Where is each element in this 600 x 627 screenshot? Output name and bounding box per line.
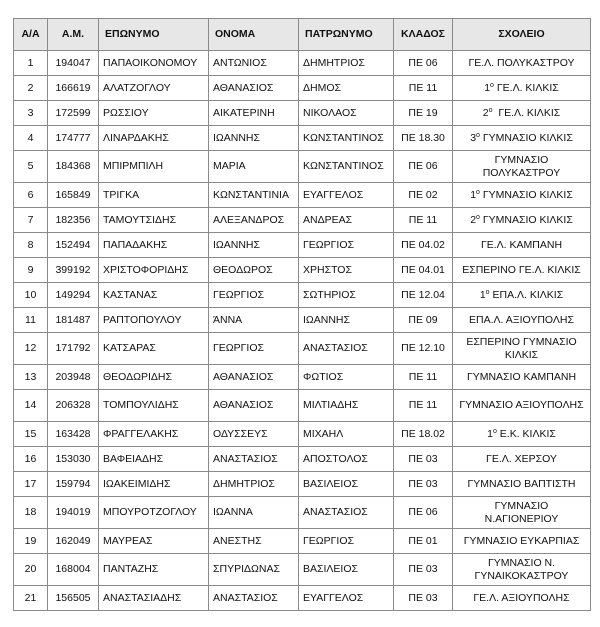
cell-father: ΒΑΣΙΛΕΙΟΣ xyxy=(299,472,394,497)
cell-school xyxy=(453,151,591,183)
school-name: ΕΣΠΕΡΙΝΟ ΓΥΜΝΑΣΙΟ ΚΙΛΚΙΣ xyxy=(466,336,580,361)
school-ordinal: 1 xyxy=(487,427,493,440)
cell-aa: 17 xyxy=(14,472,48,497)
cell-branch: ΠΕ 06 xyxy=(394,51,453,76)
cell-aa: 6 xyxy=(14,183,48,208)
cell-school xyxy=(453,126,591,151)
cell-am: 399192 xyxy=(48,258,99,283)
cell-am: 159794 xyxy=(48,472,99,497)
cell-branch: ΠΕ 06 xyxy=(394,497,453,529)
cell-father: ΜΙΧΑΗΛ xyxy=(299,422,394,447)
cell-branch: ΠΕ 03 xyxy=(394,472,453,497)
cell-name: ΑΘΑΝΑΣΙΟΣ xyxy=(209,365,299,390)
cell-branch: ΠΕ 11 xyxy=(394,390,453,422)
cell-am: 165849 xyxy=(48,183,99,208)
cell-school xyxy=(453,497,591,529)
school-name: ΓΕ.Λ. ΚΙΛΚΙΣ xyxy=(492,106,561,119)
cell-father: ΣΩΤΗΡΙΟΣ xyxy=(299,283,394,308)
cell-father: ΓΕΩΡΓΙΟΣ xyxy=(299,529,394,554)
cell-name: ΑΛΕΞΑΝΔΡΟΣ xyxy=(209,208,299,233)
cell-father: ΚΩΝΣΤΑΝΤΙΝΟΣ xyxy=(299,126,394,151)
cell-aa: 16 xyxy=(14,447,48,472)
school-name: ΓΥΜΝΑΣΙΟ ΚΙΛΚΙΣ xyxy=(479,188,573,201)
cell-aa: 15 xyxy=(14,422,48,447)
cell-school xyxy=(453,76,591,101)
cell-surname: ΤΟΜΠΟΥΛΙΔΗΣ xyxy=(99,390,209,422)
cell-father: ΧΡΗΣΤΟΣ xyxy=(299,258,394,283)
cell-school xyxy=(453,183,591,208)
cell-surname: ΤΡΙΓΚΑ xyxy=(99,183,209,208)
school-name: ΓΥΜΝΑΣΙΟ ΚΙΛΚΙΣ xyxy=(479,213,573,226)
cell-surname: ΦΡΑΓΓΕΛΑΚΗΣ xyxy=(99,422,209,447)
cell-am: 174777 xyxy=(48,126,99,151)
cell-surname: ΑΝΑΣΤΑΣΙΑΔΗΣ xyxy=(99,586,209,611)
cell-aa: 11 xyxy=(14,308,48,333)
cell-school xyxy=(453,233,591,258)
school-name: ΓΕ.Λ. ΧΕΡΣΟΥ xyxy=(486,452,557,465)
cell-am: 182356 xyxy=(48,208,99,233)
cell-branch: ΠΕ 11 xyxy=(394,76,453,101)
cell-aa: 9 xyxy=(14,258,48,283)
school-name: ΓΥΜΝΑΣΙΟ Ν. ΓΥΝΑΙΚΟΚΑΣΤΡΟΥ xyxy=(474,557,569,582)
table-row xyxy=(14,283,591,308)
school-ordinal: 2 xyxy=(470,213,477,226)
cell-father: ΔΗΜΗΤΡΙΟΣ xyxy=(299,51,394,76)
table-row xyxy=(14,497,591,529)
table-row xyxy=(14,586,591,611)
cell-surname: ΚΑΤΣΑΡΑΣ xyxy=(99,333,209,365)
school-ordinal-suffix: ο xyxy=(476,188,480,196)
school-name: ΕΠΑ.Λ. ΚΙΛΚΙΣ xyxy=(489,288,564,301)
cell-am: 149294 xyxy=(48,283,99,308)
cell-school xyxy=(453,283,591,308)
school-ordinal-suffix: ο xyxy=(485,288,490,296)
cell-branch: ΠΕ 03 xyxy=(394,554,453,586)
cell-aa: 19 xyxy=(14,529,48,554)
school-ordinal: 1 xyxy=(484,81,491,94)
cell-am: 163428 xyxy=(48,422,99,447)
cell-am: 194019 xyxy=(48,497,99,529)
school-ordinal: 1 xyxy=(470,188,477,201)
header-aa: Α/Α xyxy=(14,19,48,51)
school-name: ΓΥΜΝΑΣΙΟ ΚΑΜΠΑΝΗ xyxy=(466,370,577,383)
cell-father: ΝΙΚΟΛΑΟΣ xyxy=(299,101,394,126)
cell-surname: ΜΠΙΡΜΠΙΛΗ xyxy=(99,151,209,183)
cell-surname: ΜΠΟΥΡΟΤΖΟΓΛΟΥ xyxy=(99,497,209,529)
cell-father: ΕΥΑΓΓΕΛΟΣ xyxy=(299,183,394,208)
cell-name: ΙΩΑΝΝΑ xyxy=(209,497,299,529)
cell-aa: 13 xyxy=(14,365,48,390)
cell-am: 162049 xyxy=(48,529,99,554)
cell-branch: ΠΕ 18.02 xyxy=(394,422,453,447)
table-header-row xyxy=(14,19,591,51)
cell-am: 206328 xyxy=(48,390,99,422)
cell-father: ΑΠΟΣΤΟΛΟΣ xyxy=(299,447,394,472)
table-row xyxy=(14,76,591,101)
cell-aa: 2 xyxy=(14,76,48,101)
school-name: ΓΥΜΝΑΣΙΟ ΑΞΙΟΥΠΟΛΗΣ xyxy=(459,399,584,412)
school-name: ΓΥΜΝΑΣΙΟ ΚΙΛΚΙΣ xyxy=(479,131,573,144)
cell-branch: ΠΕ 01 xyxy=(394,529,453,554)
cell-father: ΓΕΩΡΓΙΟΣ xyxy=(299,233,394,258)
cell-school xyxy=(453,529,591,554)
table-row xyxy=(14,233,591,258)
cell-name: ΚΩΝΣΤΑΝΤΙΝΙΑ xyxy=(209,183,299,208)
school-name: ΓΥΜΝΑΣΙΟ ΒΑΠΤΙΣΤΗ xyxy=(467,477,576,490)
cell-father: ΦΩΤΙΟΣ xyxy=(299,365,394,390)
cell-father: ΙΩΑΝΝΗΣ xyxy=(299,308,394,333)
school-ordinal-suffix: ο xyxy=(490,81,494,89)
cell-am: 153030 xyxy=(48,447,99,472)
cell-branch: ΠΕ 12.10 xyxy=(394,333,453,365)
cell-name: ΑΙΚΑΤΕΡΙΝΗ xyxy=(209,101,299,126)
header-father: ΠΑΤΡΩΝΥΜΟ xyxy=(299,19,394,51)
cell-aa: 10 xyxy=(14,283,48,308)
table-row xyxy=(14,151,591,183)
cell-aa: 12 xyxy=(14,333,48,365)
school-name: ΓΕ.Λ. ΚΙΛΚΙΣ xyxy=(493,81,559,94)
table-row xyxy=(14,333,591,365)
cell-school xyxy=(453,390,591,422)
table-row xyxy=(14,529,591,554)
cell-school xyxy=(453,472,591,497)
cell-branch: ΠΕ 03 xyxy=(394,586,453,611)
cell-name: ΑΘΑΝΑΣΙΟΣ xyxy=(209,76,299,101)
cell-aa: 18 xyxy=(14,497,48,529)
cell-father: ΜΙΛΤΙΑΔΗΣ xyxy=(299,390,394,422)
school-ordinal-suffix: ο xyxy=(476,131,480,139)
table-row xyxy=(14,101,591,126)
cell-father: ΑΝΑΣΤΑΣΙΟΣ xyxy=(299,333,394,365)
cell-father: ΔΗΜΟΣ xyxy=(299,76,394,101)
cell-am: 171792 xyxy=(48,333,99,365)
cell-aa: 5 xyxy=(14,151,48,183)
cell-am: 152494 xyxy=(48,233,99,258)
table-row xyxy=(14,308,591,333)
school-ordinal: 1 xyxy=(479,288,486,301)
cell-surname: ΚΑΣΤΑΝΑΣ xyxy=(99,283,209,308)
cell-am: 181487 xyxy=(48,308,99,333)
table-row xyxy=(14,447,591,472)
table-row xyxy=(14,365,591,390)
school-name: ΓΕ.Λ. ΑΞΙΟΥΠΟΛΗΣ xyxy=(473,591,570,604)
table-row xyxy=(14,208,591,233)
school-name: ΓΕ.Λ. ΠΟΛΥΚΑΣΤΡΟΥ xyxy=(468,56,575,69)
cell-name: ΘΕΟΔΩΡΟΣ xyxy=(209,258,299,283)
table-row xyxy=(14,554,591,586)
cell-aa: 20 xyxy=(14,554,48,586)
cell-father: ΑΝΑΣΤΑΣΙΟΣ xyxy=(299,497,394,529)
cell-branch: ΠΕ 11 xyxy=(394,365,453,390)
cell-branch: ΠΕ 19 xyxy=(394,101,453,126)
cell-aa: 4 xyxy=(14,126,48,151)
cell-am: 184368 xyxy=(48,151,99,183)
school-ordinal-suffix: ο xyxy=(492,427,497,435)
cell-father: ΑΝΔΡΕΑΣ xyxy=(299,208,394,233)
cell-aa: 3 xyxy=(14,101,48,126)
school-ordinal: 3 xyxy=(470,131,477,144)
cell-surname: ΑΛΑΤΖΟΓΛΟΥ xyxy=(99,76,209,101)
cell-school xyxy=(453,308,591,333)
school-name: ΓΕ.Λ. ΚΑΜΠΑΝΗ xyxy=(480,238,563,251)
school-name: ΕΣΠΕΡΙΝΟ ΓΕ.Λ. ΚΙΛΚΙΣ xyxy=(462,263,581,276)
table-row xyxy=(14,183,591,208)
cell-school xyxy=(453,101,591,126)
school-name: ΓΥΜΝΑΣΙΟ ΠΟΛΥΚΑΣΤΡΟΥ xyxy=(482,154,561,179)
table-row xyxy=(14,126,591,151)
cell-name: ΑΘΑΝΑΣΙΟΣ xyxy=(209,390,299,422)
cell-school xyxy=(453,51,591,76)
cell-aa: 14 xyxy=(14,390,48,422)
school-name: ΓΥΜΝΑΣΙΟ ΕΥΚΑΡΠΙΑΣ xyxy=(463,534,580,547)
cell-name: ΙΩΑΝΝΗΣ xyxy=(209,233,299,258)
header-school: ΣΧΟΛΕΙΟ xyxy=(453,19,591,51)
cell-am: 156505 xyxy=(48,586,99,611)
cell-school xyxy=(453,554,591,586)
cell-surname: ΤΑΜΟΥΤΣΙΔΗΣ xyxy=(99,208,209,233)
cell-surname: ΠΑΠΑΔΑΚΗΣ xyxy=(99,233,209,258)
cell-surname: ΡΩΣΣΙΟΥ xyxy=(99,101,209,126)
cell-school xyxy=(453,586,591,611)
cell-father: ΚΩΝΣΤΑΝΤΙΝΟΣ xyxy=(299,151,394,183)
cell-aa: 21 xyxy=(14,586,48,611)
cell-surname: ΜΑΥΡΕΑΣ xyxy=(99,529,209,554)
cell-name: ΣΠΥΡΙΔΩΝΑΣ xyxy=(209,554,299,586)
cell-branch: ΠΕ 09 xyxy=(394,308,453,333)
cell-name: ΓΕΩΡΓΙΟΣ xyxy=(209,283,299,308)
cell-name: ΙΩΑΝΝΗΣ xyxy=(209,126,299,151)
cell-branch: ΠΕ 18.30 xyxy=(394,126,453,151)
cell-surname: ΡΑΠΤΟΠΟΥΛΟΥ xyxy=(99,308,209,333)
cell-surname: ΧΡΙΣΤΟΦΟΡΙΔΗΣ xyxy=(99,258,209,283)
cell-aa: 7 xyxy=(14,208,48,233)
cell-aa: 8 xyxy=(14,233,48,258)
cell-school xyxy=(453,258,591,283)
school-name: ΕΠΑ.Λ. ΑΞΙΟΥΠΟΛΗΣ xyxy=(469,313,574,326)
school-ordinal-suffix: ο xyxy=(476,213,480,221)
cell-name: ΑΝΑΣΤΑΣΙΟΣ xyxy=(209,447,299,472)
table-row xyxy=(14,258,591,283)
cell-name: ΟΔΥΣΣΕΥΣ xyxy=(209,422,299,447)
cell-branch: ΠΕ 04.01 xyxy=(394,258,453,283)
cell-am: 203948 xyxy=(48,365,99,390)
cell-surname: ΒΑΦΕΙΑΔΗΣ xyxy=(99,447,209,472)
cell-branch: ΠΕ 11 xyxy=(394,208,453,233)
header-branch: ΚΛΑΔΟΣ xyxy=(394,19,453,51)
cell-name: ΑΝΕΣΤΗΣ xyxy=(209,529,299,554)
cell-aa: 1 xyxy=(14,51,48,76)
cell-surname: ΠΑΝΤΑΖΗΣ xyxy=(99,554,209,586)
header-surname: ΕΠΩΝΥΜΟ xyxy=(99,19,209,51)
school-name: ΓΥΜΝΑΣΙΟ Ν.ΑΓΙΟΝΕΡΙΟΥ xyxy=(484,500,559,525)
cell-name: ΆΝΝΑ xyxy=(209,308,299,333)
cell-name: ΑΝΤΩΝΙΟΣ xyxy=(209,51,299,76)
cell-school xyxy=(453,333,591,365)
cell-am: 194047 xyxy=(48,51,99,76)
table-row xyxy=(14,51,591,76)
cell-am: 166619 xyxy=(48,76,99,101)
cell-branch: ΠΕ 03 xyxy=(394,447,453,472)
cell-surname: ΙΩΑΚΕΙΜΙΔΗΣ xyxy=(99,472,209,497)
cell-name: ΔΗΜΗΤΡΙΟΣ xyxy=(209,472,299,497)
school-ordinal-suffix: ο xyxy=(488,106,493,114)
cell-am: 168004 xyxy=(48,554,99,586)
cell-branch: ΠΕ 12.04 xyxy=(394,283,453,308)
cell-name: ΓΕΩΡΓΙΟΣ xyxy=(209,333,299,365)
cell-surname: ΘΕΟΔΩΡΙΔΗΣ xyxy=(99,365,209,390)
header-name: ΟΝΟΜΑ xyxy=(209,19,299,51)
teachers-table xyxy=(13,18,591,611)
table-row xyxy=(14,390,591,422)
cell-branch: ΠΕ 02 xyxy=(394,183,453,208)
cell-father: ΒΑΣΙΛΕΙΟΣ xyxy=(299,554,394,586)
table-row xyxy=(14,472,591,497)
cell-branch: ΠΕ 04.02 xyxy=(394,233,453,258)
cell-surname: ΛΙΝΑΡΔΑΚΗΣ xyxy=(99,126,209,151)
cell-am: 172599 xyxy=(48,101,99,126)
header-am: Α.Μ. xyxy=(48,19,99,51)
school-ordinal: 2 xyxy=(482,106,489,119)
cell-school xyxy=(453,422,591,447)
school-name: Ε.Κ. ΚΙΛΚΙΣ xyxy=(496,427,556,440)
cell-name: ΑΝΑΣΤΑΣΙΟΣ xyxy=(209,586,299,611)
cell-school xyxy=(453,208,591,233)
cell-surname: ΠΑΠΑΟΙΚΟΝΟΜΟΥ xyxy=(99,51,209,76)
cell-father: ΕΥΑΓΓΕΛΟΣ xyxy=(299,586,394,611)
cell-school xyxy=(453,447,591,472)
cell-branch: ΠΕ 06 xyxy=(394,151,453,183)
cell-school xyxy=(453,365,591,390)
table-row xyxy=(14,422,591,447)
cell-name: ΜΑΡΙΑ xyxy=(209,151,299,183)
